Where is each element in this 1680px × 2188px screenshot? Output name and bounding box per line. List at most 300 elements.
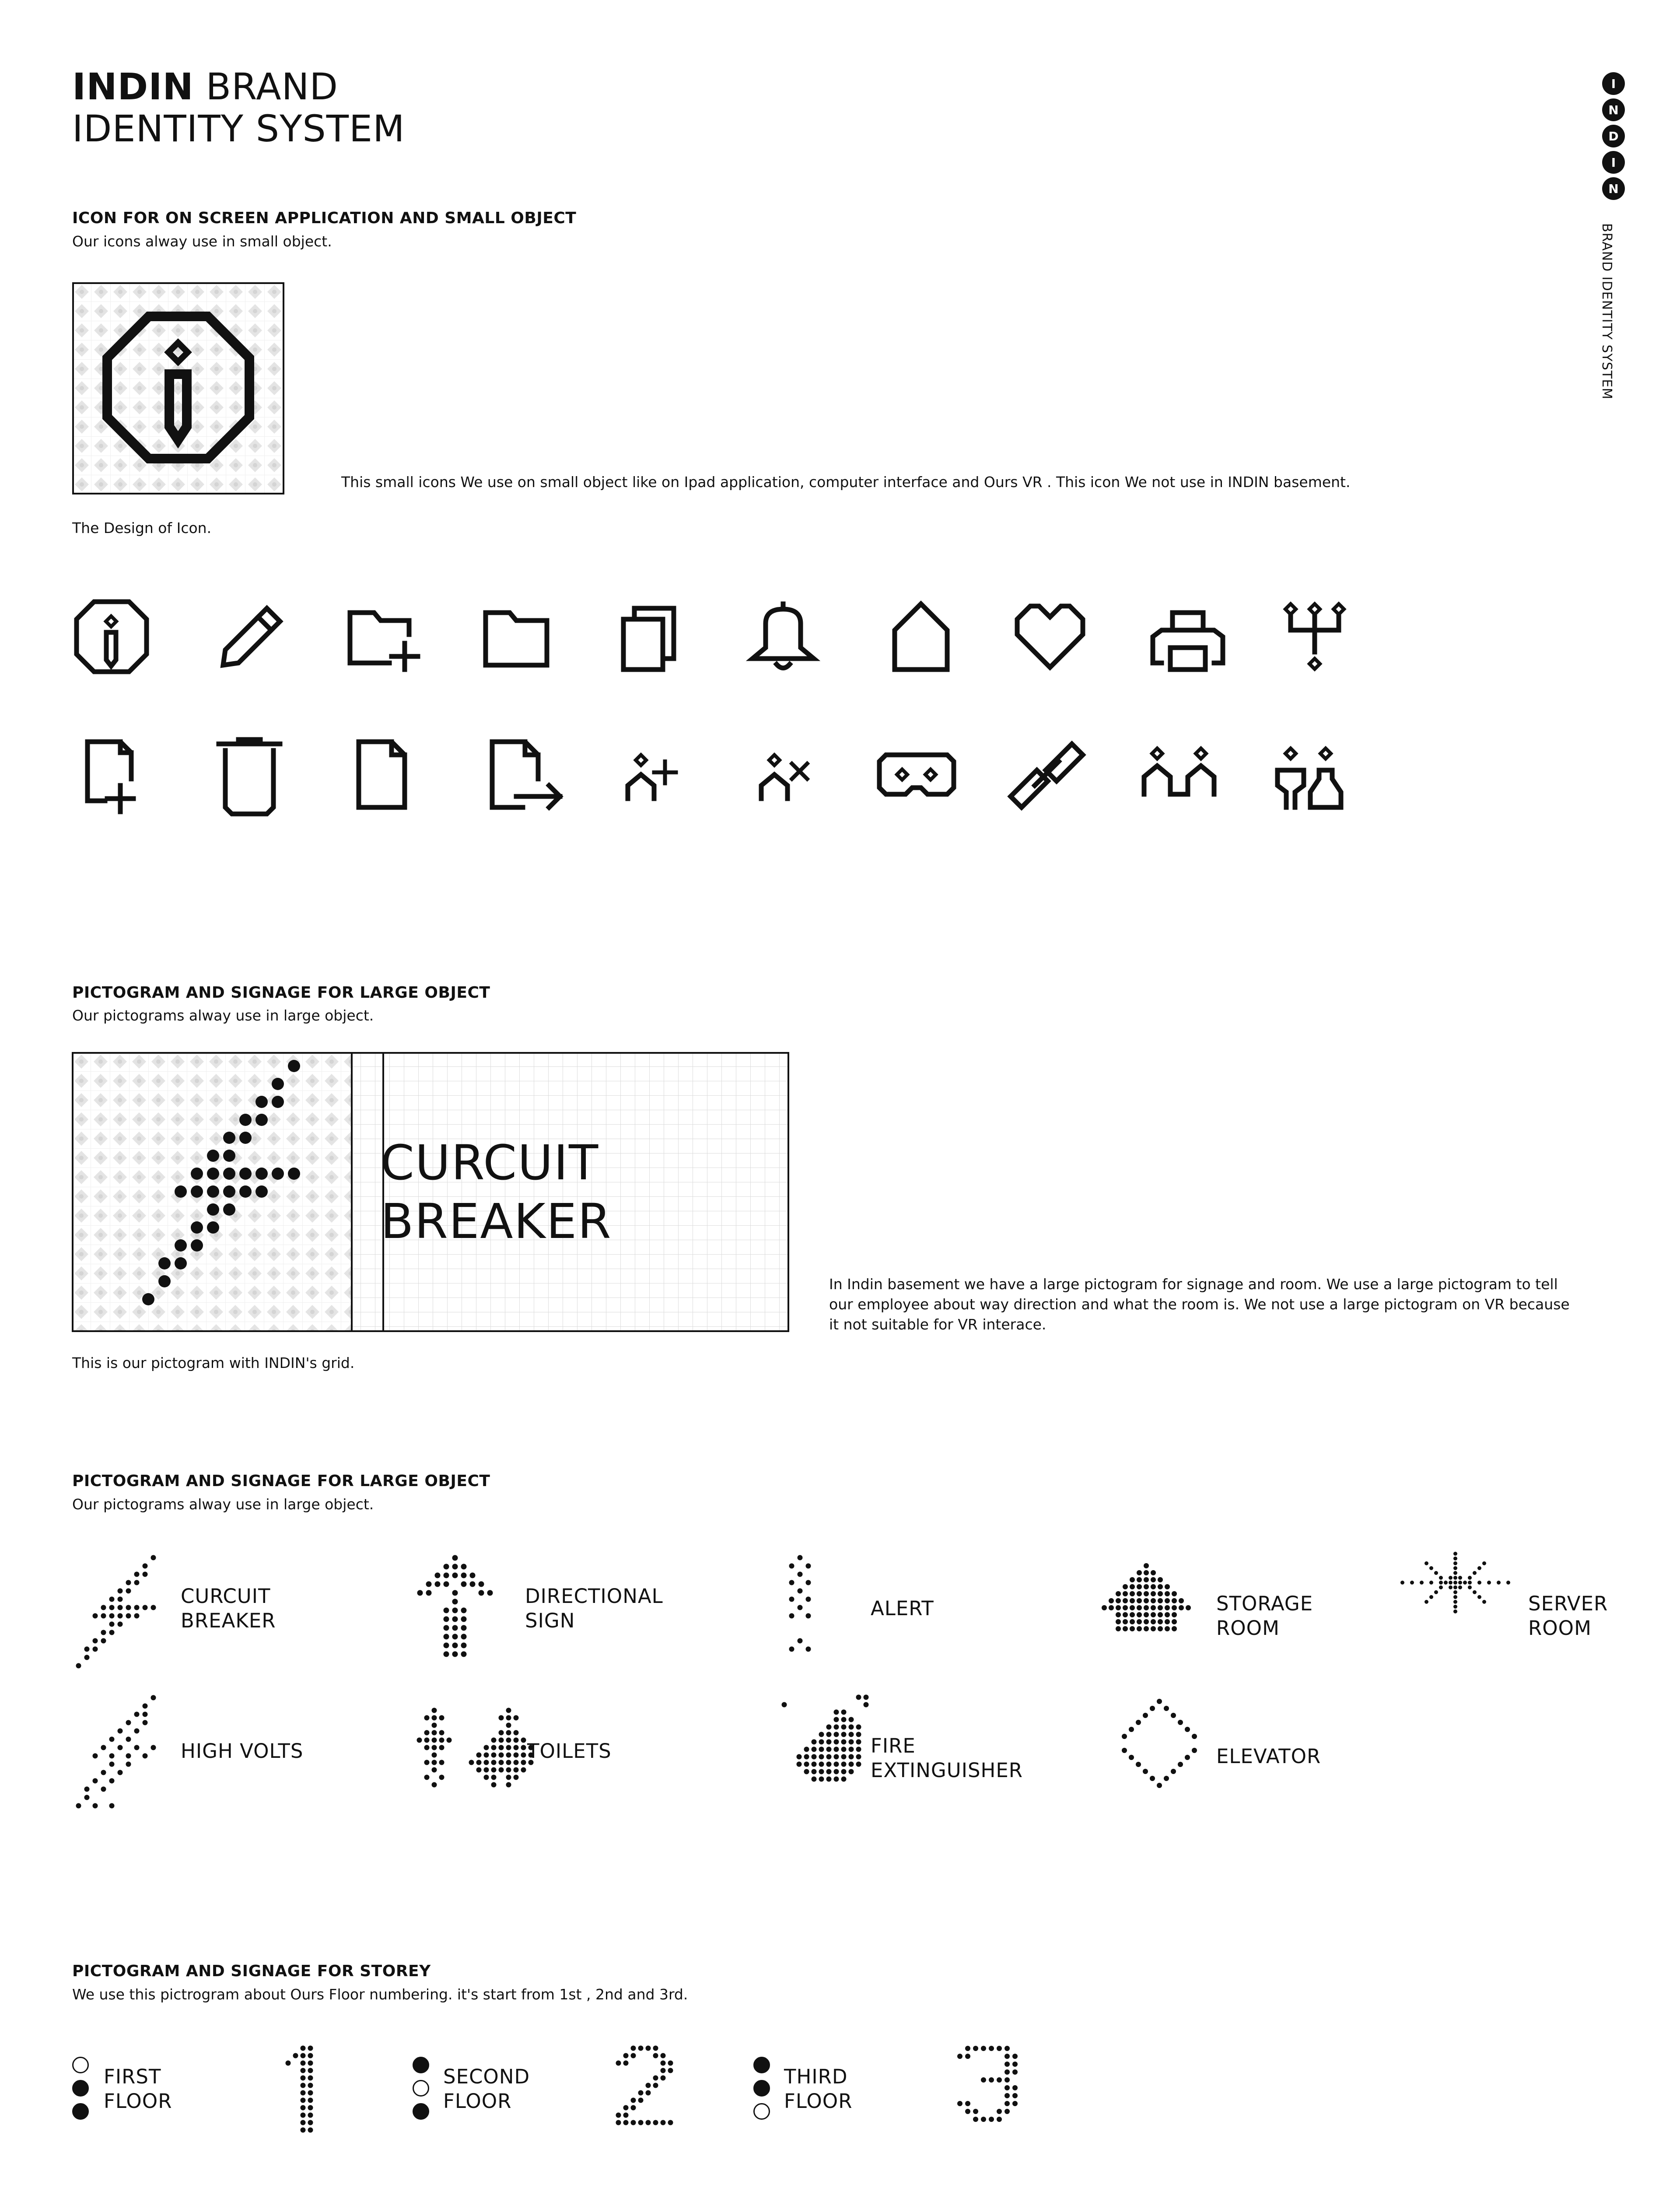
side-logo-letter: N — [1602, 177, 1625, 200]
dot — [1137, 1577, 1142, 1582]
dot — [653, 2120, 658, 2125]
dot — [804, 1769, 809, 1774]
dot — [1123, 1591, 1128, 1596]
dot — [1185, 1755, 1190, 1760]
dot — [470, 1581, 476, 1587]
dot — [638, 2120, 644, 2125]
dot — [134, 1712, 140, 1717]
dot — [789, 1647, 794, 1652]
dot — [957, 2101, 962, 2106]
dot — [191, 1239, 203, 1252]
dot — [789, 1580, 794, 1585]
dot — [1004, 2085, 1010, 2090]
dot — [118, 1745, 123, 1750]
dot — [1122, 1748, 1127, 1753]
high-volts-icon — [76, 1695, 156, 1809]
dot — [1137, 1605, 1142, 1610]
dot — [101, 1613, 106, 1619]
dot — [143, 1753, 148, 1759]
dot — [444, 1581, 449, 1587]
dot — [506, 1760, 511, 1765]
dot — [151, 1695, 156, 1701]
dot — [134, 1605, 140, 1610]
floor-number-3 — [957, 2046, 1018, 2122]
dot — [126, 1762, 131, 1767]
dot — [288, 1060, 300, 1072]
dot — [806, 1580, 811, 1585]
dot — [84, 1655, 90, 1660]
dot — [1102, 1605, 1107, 1610]
dot — [1144, 1626, 1149, 1631]
dot — [1116, 1612, 1121, 1617]
dot — [997, 2109, 1002, 2114]
dot — [1151, 1591, 1156, 1596]
dot — [143, 1704, 148, 1709]
dot — [506, 1753, 511, 1758]
dot — [806, 1613, 811, 1619]
dot — [1004, 2077, 1010, 2083]
dot — [1136, 1720, 1141, 1725]
dot — [1468, 1585, 1472, 1589]
dot — [470, 1573, 476, 1578]
dot — [452, 1643, 458, 1648]
dot — [158, 1275, 171, 1287]
dot — [653, 2076, 658, 2081]
dot — [239, 1185, 252, 1198]
dot — [223, 1185, 235, 1198]
section1-caption: The Design of Icon. — [72, 519, 212, 536]
dot — [444, 1634, 449, 1640]
dot — [1116, 1598, 1121, 1603]
dot — [819, 1762, 824, 1767]
dot — [499, 1745, 504, 1750]
dot — [126, 1588, 131, 1594]
dot — [308, 2098, 313, 2103]
dot — [623, 2105, 629, 2111]
dot — [1192, 1748, 1197, 1753]
dot — [126, 1580, 131, 1585]
dot — [1468, 1576, 1472, 1580]
dot — [76, 1803, 81, 1809]
dot — [1424, 1561, 1428, 1565]
dot — [444, 1564, 449, 1570]
dot — [973, 2046, 978, 2051]
dot — [439, 1760, 444, 1765]
dot — [301, 2061, 306, 2066]
dot — [834, 1754, 839, 1760]
dot — [207, 1185, 219, 1198]
dot — [1186, 1605, 1191, 1610]
dot — [444, 1573, 449, 1578]
dot — [1179, 1605, 1184, 1610]
floor-number-2 — [616, 2046, 673, 2125]
dot — [424, 1760, 430, 1765]
dot — [301, 2128, 306, 2133]
dot — [1453, 1561, 1457, 1565]
dot — [1449, 1581, 1452, 1585]
dot — [444, 1608, 449, 1613]
dot — [491, 1782, 497, 1788]
dot — [126, 1753, 131, 1759]
dot — [856, 1695, 861, 1700]
dot — [1004, 2054, 1010, 2059]
dot — [499, 1753, 504, 1758]
dot — [826, 1725, 832, 1730]
dot — [1410, 1581, 1414, 1585]
user-add-icon — [628, 755, 676, 799]
dot — [461, 1616, 467, 1622]
dot — [435, 1573, 441, 1578]
dot — [661, 2053, 666, 2058]
dot — [1420, 1581, 1424, 1585]
dot — [432, 1738, 437, 1743]
dot — [623, 2113, 629, 2118]
dot — [439, 1738, 444, 1743]
dot — [126, 1737, 131, 1742]
dot — [1137, 1612, 1142, 1617]
dot — [789, 1564, 794, 1569]
dot — [506, 1715, 511, 1721]
dot — [1137, 1598, 1142, 1603]
dot — [461, 1581, 467, 1587]
dot — [834, 1739, 839, 1745]
dot — [849, 1762, 854, 1767]
dot — [506, 1775, 511, 1780]
dot — [93, 1647, 98, 1652]
dot — [1116, 1605, 1121, 1610]
dot — [834, 1762, 839, 1767]
dot — [638, 2090, 644, 2096]
side-logo-letter: D — [1602, 125, 1625, 147]
dot — [301, 2076, 306, 2081]
dot — [1158, 1577, 1163, 1582]
dot — [1158, 1605, 1163, 1610]
floor-line1: FIRST — [104, 2065, 161, 2088]
dot — [834, 1717, 839, 1722]
dot — [812, 1769, 817, 1774]
dot — [849, 1769, 854, 1774]
dot — [301, 2105, 306, 2111]
dot — [506, 1782, 511, 1788]
dot — [834, 1769, 839, 1774]
dot — [1172, 1612, 1177, 1617]
label-line1: STORAGE — [1216, 1592, 1313, 1615]
section1-description: This small icons We use on small object like on Ipad application, computer interface and Ours VR . This icon We not use in INDIN basement. — [341, 473, 1351, 491]
dot — [514, 1753, 519, 1758]
dot — [989, 2046, 994, 2051]
dot — [797, 1754, 802, 1760]
dot — [826, 1754, 832, 1760]
dot — [499, 1760, 504, 1765]
dot — [1172, 1626, 1177, 1631]
dot — [1477, 1581, 1481, 1585]
dot — [101, 1787, 106, 1792]
dot — [1171, 1769, 1176, 1774]
dot — [444, 1643, 449, 1648]
dot — [109, 1630, 115, 1635]
dot — [239, 1168, 252, 1180]
dot — [1150, 1706, 1155, 1711]
dot — [646, 2083, 651, 2088]
dot — [109, 1803, 115, 1809]
brand-rest: BRAND — [206, 65, 339, 108]
dot — [308, 2113, 313, 2118]
dot — [514, 1730, 519, 1736]
dot — [1449, 1576, 1452, 1580]
dot — [272, 1168, 284, 1180]
dot — [623, 2061, 629, 2066]
dot — [1165, 1626, 1170, 1631]
dot — [84, 1647, 90, 1652]
dot — [661, 2068, 666, 2073]
dot — [804, 1747, 809, 1752]
label-line2: ROOM — [1528, 1616, 1592, 1640]
label-line1: DIRECTIONAL — [525, 1585, 663, 1608]
dot — [1439, 1576, 1443, 1580]
dot — [1012, 2054, 1018, 2059]
dot — [1151, 1612, 1156, 1617]
dot — [301, 2113, 306, 2118]
dot — [1497, 1581, 1501, 1585]
dot — [109, 1762, 115, 1767]
dot — [461, 1634, 467, 1640]
dot — [812, 1747, 817, 1752]
dot — [447, 1738, 452, 1743]
dot — [308, 2046, 313, 2051]
dot — [308, 2076, 313, 2081]
dot — [997, 2117, 1002, 2122]
dot — [1482, 1561, 1486, 1565]
dot — [1137, 1619, 1142, 1624]
dot — [1164, 1776, 1169, 1781]
dot — [514, 1767, 519, 1773]
dot — [1144, 1605, 1149, 1610]
dot — [143, 1720, 148, 1725]
dot — [461, 1643, 467, 1648]
dot — [151, 1745, 156, 1750]
dot — [432, 1767, 437, 1773]
dot — [452, 1599, 458, 1605]
dot — [506, 1723, 511, 1728]
dot — [1429, 1566, 1433, 1570]
dot — [804, 1762, 809, 1767]
directional-sign-icon — [417, 1555, 493, 1657]
dot — [965, 2109, 970, 2114]
dot — [1165, 1612, 1170, 1617]
label-line1: FIRE — [871, 1734, 916, 1757]
dot — [789, 1613, 794, 1619]
dot — [1185, 1727, 1190, 1732]
dot — [1158, 1591, 1163, 1596]
dot — [1012, 2093, 1018, 2098]
section2-caption: This is our pictogram with INDIN's grid. — [72, 1354, 355, 1371]
dot — [973, 2109, 978, 2114]
dot — [1165, 1605, 1170, 1610]
dot — [798, 1555, 803, 1560]
dot — [109, 1613, 115, 1619]
sign-line2: BREAKER — [381, 1193, 612, 1249]
dot — [631, 2098, 636, 2103]
dot — [1453, 1595, 1457, 1599]
dot — [631, 2105, 636, 2111]
dot — [1453, 1590, 1457, 1594]
printer-icon — [1153, 613, 1223, 670]
dot — [798, 1638, 803, 1644]
floor-number-set — [262, 2039, 1050, 2144]
dot — [484, 1775, 489, 1780]
dot — [1136, 1762, 1141, 1767]
dot — [126, 1720, 131, 1725]
dot — [812, 1777, 817, 1782]
dot — [1012, 2069, 1018, 2075]
pictogram-label — [871, 1596, 934, 1621]
dot — [308, 2061, 313, 2066]
dot — [1453, 1585, 1457, 1589]
dot — [1144, 1612, 1149, 1617]
dot — [1172, 1605, 1177, 1610]
dot — [1192, 1734, 1197, 1739]
dot — [1178, 1762, 1183, 1767]
floor-line2: FLOOR — [104, 2090, 172, 2113]
dot — [826, 1739, 832, 1745]
label-line1: ALERT — [871, 1597, 934, 1620]
dot — [1130, 1626, 1135, 1631]
dot — [1144, 1619, 1149, 1624]
dot — [646, 2046, 651, 2051]
dot — [432, 1708, 437, 1713]
dot — [491, 1760, 497, 1765]
dot — [841, 1777, 847, 1782]
dot — [1129, 1755, 1134, 1760]
brand-bold: INDIN — [72, 65, 194, 108]
dot — [134, 1729, 140, 1734]
dot — [965, 2054, 970, 2059]
dot — [256, 1168, 268, 1180]
dot — [223, 1132, 235, 1144]
dot — [426, 1581, 432, 1587]
dot — [118, 1605, 123, 1610]
dot — [1458, 1581, 1462, 1585]
dot — [782, 1702, 787, 1708]
section3-heading: PICTOGRAM AND SIGNAGE FOR LARGE OBJECT — [72, 1472, 490, 1490]
dot — [1453, 1600, 1457, 1604]
dot — [207, 1203, 219, 1216]
dot — [491, 1738, 497, 1743]
dot — [981, 2077, 986, 2083]
dot — [1458, 1585, 1462, 1589]
dot — [126, 1605, 131, 1610]
dot — [134, 1745, 140, 1750]
dot — [1477, 1566, 1481, 1570]
copy-icon — [623, 608, 674, 670]
dot — [1123, 1619, 1128, 1624]
dot — [1144, 1584, 1149, 1589]
dot — [849, 1717, 854, 1722]
sign-label — [381, 1133, 612, 1251]
dot — [849, 1732, 854, 1737]
dot — [616, 2120, 621, 2125]
label-line2: BREAKER — [181, 1609, 276, 1632]
floor-dot — [72, 2103, 89, 2120]
dot — [849, 1754, 854, 1760]
dot — [1123, 1612, 1128, 1617]
dot — [1150, 1776, 1155, 1781]
dot — [223, 1168, 235, 1180]
dot — [989, 2077, 994, 2083]
side-text: BRAND IDENTITY SYSTEM — [1599, 223, 1614, 400]
dot — [272, 1078, 284, 1090]
trash-icon — [219, 740, 280, 814]
dot — [1130, 1598, 1135, 1603]
dot — [1144, 1570, 1149, 1575]
link-icon — [1011, 744, 1083, 807]
dot — [514, 1745, 519, 1750]
dot — [668, 2120, 673, 2125]
dot — [1424, 1600, 1428, 1604]
dot — [444, 1625, 449, 1631]
dot — [1463, 1581, 1467, 1585]
dot — [432, 1760, 437, 1765]
dot — [109, 1605, 115, 1610]
dot — [1453, 1605, 1457, 1609]
dot — [301, 2046, 306, 2051]
dot — [841, 1732, 847, 1737]
dot — [118, 1597, 123, 1602]
dot — [806, 1597, 811, 1602]
dot — [301, 2083, 306, 2088]
dot — [798, 1572, 803, 1577]
dot — [856, 1725, 861, 1730]
dot — [469, 1760, 474, 1765]
dot — [1171, 1713, 1176, 1718]
dot — [293, 2053, 298, 2058]
dot — [981, 2046, 986, 2051]
dot — [432, 1723, 437, 1728]
storage-room-icon — [1102, 1563, 1191, 1631]
dot — [856, 1739, 861, 1745]
dot — [631, 2053, 636, 2058]
dot — [856, 1747, 861, 1752]
dot — [101, 1630, 106, 1635]
dot — [207, 1150, 219, 1162]
dot — [1453, 1571, 1457, 1575]
dot — [1004, 2069, 1010, 2075]
dot — [1165, 1598, 1170, 1603]
dot — [109, 1622, 115, 1627]
pencil-icon — [223, 608, 280, 665]
dot — [1012, 2101, 1018, 2106]
dot — [223, 1203, 235, 1216]
dot — [1172, 1598, 1177, 1603]
section1-subheading: Our icons alway use in small object. — [72, 233, 332, 250]
icon-design-grid — [72, 282, 284, 494]
pictogram-label — [1216, 1744, 1321, 1769]
dot — [1137, 1626, 1142, 1631]
dot — [856, 1732, 861, 1737]
dot — [151, 1555, 156, 1560]
dot — [109, 1737, 115, 1742]
dot — [826, 1747, 832, 1752]
elevator-icon — [1122, 1699, 1197, 1788]
dot — [272, 1096, 284, 1108]
dot — [1429, 1595, 1433, 1599]
dot — [1172, 1591, 1177, 1596]
dot — [521, 1760, 526, 1765]
dot — [1453, 1557, 1457, 1560]
dot — [789, 1597, 794, 1602]
dot — [521, 1745, 526, 1750]
dot — [439, 1715, 444, 1721]
